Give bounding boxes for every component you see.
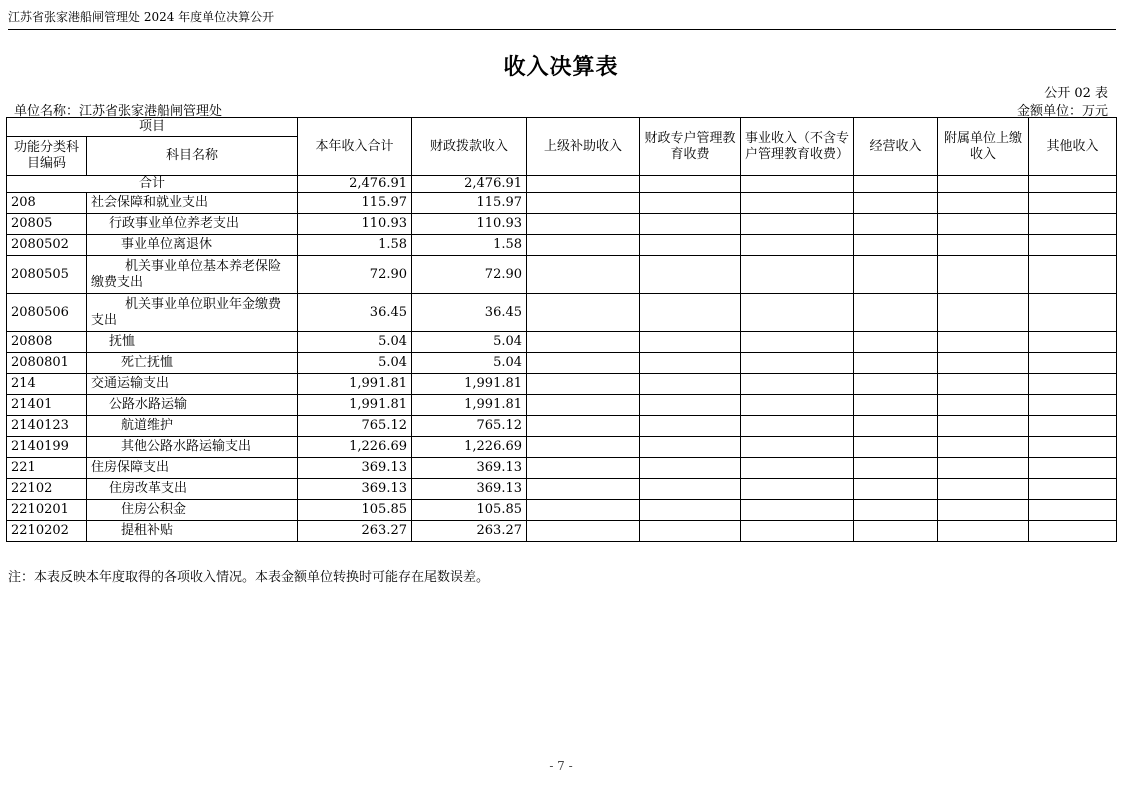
table-row xyxy=(7,458,1117,479)
empty-cell xyxy=(1029,479,1117,500)
row-total-income: 5.04 xyxy=(298,353,412,374)
table-row xyxy=(7,235,1117,256)
empty-cell xyxy=(741,353,854,374)
empty-cell xyxy=(854,521,938,542)
row-code: 20805 xyxy=(7,214,87,235)
header-fiscal-edu: 财政专户管理教育收费 xyxy=(640,118,741,176)
row-total-income: 1.58 xyxy=(298,235,412,256)
empty-cell xyxy=(640,176,741,193)
row-total-income: 1,991.81 xyxy=(298,395,412,416)
document-header: 江苏省张家港船闸管理处 2024 年度单位决算公开 xyxy=(8,10,275,24)
empty-cell xyxy=(527,521,640,542)
empty-cell xyxy=(854,353,938,374)
empty-cell xyxy=(938,235,1029,256)
table-row xyxy=(7,374,1117,395)
row-fiscal: 105.85 xyxy=(412,500,527,521)
empty-cell xyxy=(527,479,640,500)
header-affiliated: 附属单位上缴收入 xyxy=(938,118,1029,176)
header-name: 科目名称 xyxy=(87,137,298,176)
empty-cell xyxy=(741,374,854,395)
row-code: 221 xyxy=(7,458,87,479)
row-code: 208 xyxy=(7,193,87,214)
empty-cell xyxy=(1029,332,1117,353)
row-name: 抚恤 xyxy=(87,332,298,353)
empty-cell xyxy=(1029,353,1117,374)
row-total-income: 1,991.81 xyxy=(298,374,412,395)
empty-cell xyxy=(938,437,1029,458)
empty-cell xyxy=(938,521,1029,542)
empty-cell xyxy=(1029,437,1117,458)
empty-cell xyxy=(854,256,938,294)
empty-cell xyxy=(938,479,1029,500)
empty-cell xyxy=(854,294,938,332)
empty-cell xyxy=(640,294,741,332)
empty-cell xyxy=(527,214,640,235)
empty-cell xyxy=(640,235,741,256)
empty-cell xyxy=(640,353,741,374)
row-name: 航道维护 xyxy=(87,416,298,437)
table-number: 公开 02 表 xyxy=(1044,86,1108,101)
row-fiscal: 1,226.69 xyxy=(412,437,527,458)
row-name: 住房改革支出 xyxy=(87,479,298,500)
header-divider xyxy=(8,29,1116,30)
empty-cell xyxy=(938,353,1029,374)
empty-cell xyxy=(741,458,854,479)
row-code: 22102 xyxy=(7,479,87,500)
empty-cell xyxy=(741,521,854,542)
table-row xyxy=(7,256,1117,294)
empty-cell xyxy=(854,437,938,458)
empty-cell xyxy=(741,500,854,521)
row-fiscal: 263.27 xyxy=(412,521,527,542)
income-table xyxy=(6,117,1117,542)
row-total-income: 765.12 xyxy=(298,416,412,437)
empty-cell xyxy=(640,395,741,416)
empty-cell xyxy=(640,416,741,437)
page-number: - 7 - xyxy=(549,759,573,773)
empty-cell xyxy=(527,437,640,458)
row-name: 死亡抚恤 xyxy=(87,353,298,374)
empty-cell xyxy=(1029,395,1117,416)
empty-cell xyxy=(741,193,854,214)
empty-cell xyxy=(854,458,938,479)
empty-cell xyxy=(741,416,854,437)
row-name: 行政事业单位养老支出 xyxy=(87,214,298,235)
row-total-income: 1,226.69 xyxy=(298,437,412,458)
row-total-income: 263.27 xyxy=(298,521,412,542)
header-project: 项目 xyxy=(7,118,298,137)
empty-cell xyxy=(741,256,854,294)
empty-cell xyxy=(640,479,741,500)
empty-cell xyxy=(938,176,1029,193)
row-code: 2080502 xyxy=(7,235,87,256)
total-income-cell: 2,476.91 xyxy=(298,176,412,193)
empty-cell xyxy=(640,256,741,294)
empty-cell xyxy=(1029,193,1117,214)
row-code: 2210202 xyxy=(7,521,87,542)
empty-cell xyxy=(938,193,1029,214)
empty-cell xyxy=(938,458,1029,479)
empty-cell xyxy=(938,395,1029,416)
table-body xyxy=(7,176,1117,542)
empty-cell xyxy=(640,374,741,395)
empty-cell xyxy=(741,395,854,416)
unit-name: 单位名称：江苏省张家港船闸管理处 xyxy=(14,104,223,119)
header-business: 事业收入（不含专户管理教育收费） xyxy=(741,118,854,176)
empty-cell xyxy=(640,521,741,542)
empty-cell xyxy=(527,193,640,214)
empty-cell xyxy=(741,332,854,353)
row-name: 住房保障支出 xyxy=(87,458,298,479)
row-fiscal: 1.58 xyxy=(412,235,527,256)
table-row xyxy=(7,479,1117,500)
empty-cell xyxy=(527,395,640,416)
empty-cell xyxy=(854,479,938,500)
empty-cell xyxy=(938,416,1029,437)
empty-cell xyxy=(527,235,640,256)
row-fiscal: 369.13 xyxy=(412,458,527,479)
empty-cell xyxy=(1029,256,1117,294)
table-row xyxy=(7,521,1117,542)
amount-unit: 金额单位：万元 xyxy=(1016,104,1108,119)
empty-cell xyxy=(1029,458,1117,479)
row-total-income: 369.13 xyxy=(298,458,412,479)
row-name: 交通运输支出 xyxy=(87,374,298,395)
empty-cell xyxy=(1029,416,1117,437)
empty-cell xyxy=(938,214,1029,235)
empty-cell xyxy=(1029,521,1117,542)
empty-cell xyxy=(527,458,640,479)
row-total-income: 369.13 xyxy=(298,479,412,500)
empty-cell xyxy=(854,374,938,395)
row-fiscal: 765.12 xyxy=(412,416,527,437)
header-fiscal: 财政拨款收入 xyxy=(412,118,527,176)
row-name: 住房公积金 xyxy=(87,500,298,521)
empty-cell xyxy=(527,416,640,437)
row-total-income: 105.85 xyxy=(298,500,412,521)
row-total-income: 110.93 xyxy=(298,214,412,235)
empty-cell xyxy=(741,214,854,235)
empty-cell xyxy=(640,500,741,521)
row-name: 机关事业单位职业年金缴费支出 xyxy=(87,294,298,332)
row-code: 2080506 xyxy=(7,294,87,332)
row-total-income: 5.04 xyxy=(298,332,412,353)
empty-cell xyxy=(527,294,640,332)
empty-cell xyxy=(527,353,640,374)
empty-cell xyxy=(854,176,938,193)
empty-cell xyxy=(854,235,938,256)
row-code: 214 xyxy=(7,374,87,395)
empty-cell xyxy=(741,235,854,256)
row-code: 21401 xyxy=(7,395,87,416)
row-fiscal: 72.90 xyxy=(412,256,527,294)
row-code: 2140199 xyxy=(7,437,87,458)
empty-cell xyxy=(938,256,1029,294)
empty-cell xyxy=(854,214,938,235)
header-operating: 经营收入 xyxy=(854,118,938,176)
header-code: 功能分类科目编码 xyxy=(7,137,87,176)
header-other: 其他收入 xyxy=(1029,118,1117,176)
row-fiscal: 110.93 xyxy=(412,214,527,235)
empty-cell xyxy=(1029,176,1117,193)
total-label: 合计 xyxy=(7,176,298,193)
row-total-income: 36.45 xyxy=(298,294,412,332)
table-row xyxy=(7,214,1117,235)
table-note: 注：本表反映本年度取得的各项收入情况。本表金额单位转换时可能存在尾数误差。 xyxy=(8,570,490,585)
table-row xyxy=(7,500,1117,521)
row-code: 20808 xyxy=(7,332,87,353)
row-name: 机关事业单位基本养老保险缴费支出 xyxy=(87,256,298,294)
row-name: 提租补贴 xyxy=(87,521,298,542)
empty-cell xyxy=(527,176,640,193)
table-row xyxy=(7,437,1117,458)
empty-cell xyxy=(1029,294,1117,332)
row-code: 2210201 xyxy=(7,500,87,521)
row-code: 2080801 xyxy=(7,353,87,374)
row-total-income: 72.90 xyxy=(298,256,412,294)
empty-cell xyxy=(854,416,938,437)
empty-cell xyxy=(1029,214,1117,235)
empty-cell xyxy=(640,437,741,458)
empty-cell xyxy=(640,332,741,353)
empty-cell xyxy=(640,193,741,214)
empty-cell xyxy=(854,332,938,353)
empty-cell xyxy=(640,214,741,235)
table-header xyxy=(7,118,1117,176)
row-name: 公路水路运输 xyxy=(87,395,298,416)
empty-cell xyxy=(938,500,1029,521)
table-row xyxy=(7,193,1117,214)
total-fiscal-cell: 2,476.91 xyxy=(412,176,527,193)
table-row xyxy=(7,395,1117,416)
row-code: 2080505 xyxy=(7,256,87,294)
header-superior-subsidy: 上级补助收入 xyxy=(527,118,640,176)
empty-cell xyxy=(1029,374,1117,395)
table-row xyxy=(7,416,1117,437)
row-fiscal: 369.13 xyxy=(412,479,527,500)
total-row xyxy=(7,176,1117,193)
empty-cell xyxy=(741,437,854,458)
empty-cell xyxy=(741,479,854,500)
empty-cell xyxy=(640,458,741,479)
row-name: 社会保障和就业支出 xyxy=(87,193,298,214)
row-fiscal: 1,991.81 xyxy=(412,374,527,395)
table-row xyxy=(7,332,1117,353)
row-fiscal: 115.97 xyxy=(412,193,527,214)
empty-cell xyxy=(741,176,854,193)
page-title: 收入决算表 xyxy=(503,54,619,80)
row-fiscal: 1,991.81 xyxy=(412,395,527,416)
row-total-income: 115.97 xyxy=(298,193,412,214)
empty-cell xyxy=(938,332,1029,353)
empty-cell xyxy=(854,395,938,416)
row-fiscal: 5.04 xyxy=(412,332,527,353)
empty-cell xyxy=(527,500,640,521)
empty-cell xyxy=(527,332,640,353)
row-name: 事业单位离退休 xyxy=(87,235,298,256)
empty-cell xyxy=(527,374,640,395)
row-name: 其他公路水路运输支出 xyxy=(87,437,298,458)
empty-cell xyxy=(854,193,938,214)
empty-cell xyxy=(1029,500,1117,521)
empty-cell xyxy=(854,500,938,521)
row-fiscal: 5.04 xyxy=(412,353,527,374)
empty-cell xyxy=(741,294,854,332)
empty-cell xyxy=(938,374,1029,395)
empty-cell xyxy=(527,256,640,294)
empty-cell xyxy=(938,294,1029,332)
table-row xyxy=(7,353,1117,374)
header-total-income: 本年收入合计 xyxy=(298,118,412,176)
table-row xyxy=(7,294,1117,332)
empty-cell xyxy=(1029,235,1117,256)
row-code: 2140123 xyxy=(7,416,87,437)
row-fiscal: 36.45 xyxy=(412,294,527,332)
